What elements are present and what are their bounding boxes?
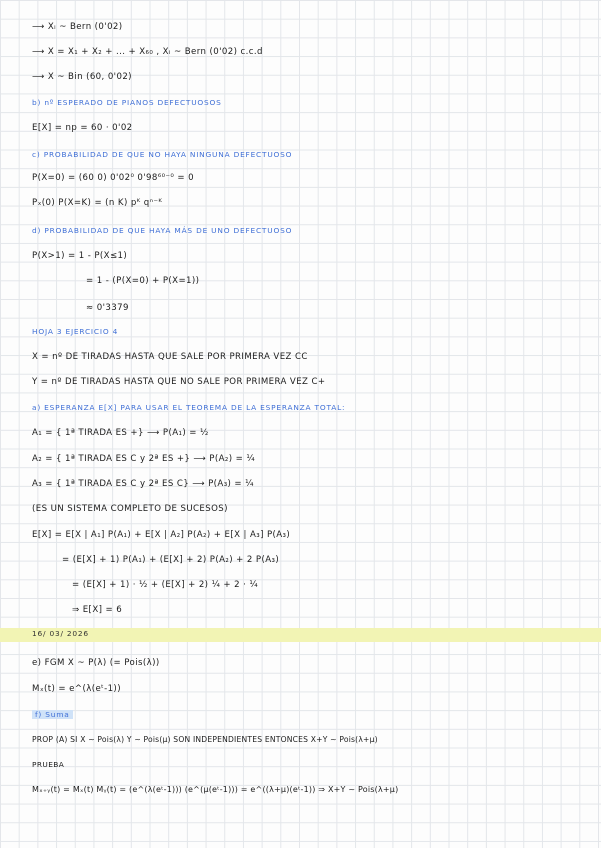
note-line: ⟶ X = X₁ + X₂ + ... + X₆₀ , Xᵢ ~ Bern (0'02) c.c.d bbox=[32, 47, 263, 57]
date-label: 16/ 03/ 2026 bbox=[32, 629, 89, 638]
note-line: PROP (A) SI X ~ Pois(λ) Y ~ Pois(μ) SON INDEPENDIENTES ENTONCES X+Y ~ Pois(λ+μ) bbox=[32, 735, 378, 744]
section-heading: b) nº ESPERADO DE PIANOS DEFECTUOSOS bbox=[32, 98, 222, 107]
note-line: (ES UN SISTEMA COMPLETO DE SUCESOS) bbox=[32, 504, 228, 514]
section-heading: d) PROBABILIDAD DE QUE HAYA MÁS DE UNO DEFECTUOSO bbox=[32, 226, 293, 235]
note-line: E[X] = E[X | A₁] P(A₁) + E[X | A₂] P(A₂) + E[X | A₃] P(A₃) bbox=[32, 530, 291, 540]
section-heading: c) PROBABILIDAD DE QUE NO HAYA NINGUNA DEFECTUOSO bbox=[32, 150, 293, 159]
section-heading: HOJA 3 EJERCICIO 4 bbox=[32, 327, 119, 336]
note-line: ⟶ X ~ Bin (60, 0'02) bbox=[32, 72, 132, 82]
note-line: e) FGM X ~ P(λ) (= Pois(λ)) bbox=[32, 658, 160, 668]
note-line: E[X] = np = 60 · 0'02 bbox=[32, 123, 133, 133]
note-line: P(X=0) = (60 0) 0'02⁰ 0'98⁶⁰⁻⁰ = 0 bbox=[32, 173, 194, 183]
note-line: A₁ = { 1ª TIRADA ES +} ⟶ P(A₁) = ½ bbox=[32, 428, 209, 438]
note-line: = (E[X] + 1) P(A₁) + (E[X] + 2) P(A₂) + 2 P(A₃) bbox=[62, 555, 280, 565]
note-line: P(X>1) = 1 - P(X≤1) bbox=[32, 251, 128, 261]
section-heading bbox=[32, 709, 73, 721]
note-line: PRUEBA bbox=[32, 760, 65, 769]
section-heading: a) ESPERANZA E[X] PARA USAR EL TEOREMA DE LA ESPERANZA TOTAL: bbox=[32, 403, 346, 412]
note-line: A₂ = { 1ª TIRADA ES C y 2ª ES +} ⟶ P(A₂) = ¼ bbox=[32, 454, 256, 464]
note-line: A₃ = { 1ª TIRADA ES C y 2ª ES C} ⟶ P(A₃) = ¼ bbox=[32, 479, 254, 489]
note-line: = 1 - (P(X=0) + P(X=1)) bbox=[86, 276, 200, 286]
highlighted-heading: f) Suma bbox=[32, 710, 73, 719]
note-line: Y = nº DE TIRADAS HASTA QUE NO SALE POR PRIMERA VEZ C+ bbox=[32, 377, 326, 387]
note-line: ≈ 0'3379 bbox=[86, 303, 129, 313]
note-line: ⇒ E[X] = 6 bbox=[72, 605, 123, 615]
note-line: Mₓ₊ᵧ(t) = Mₓ(t) Mᵧ(t) = (e^(λ(eᵗ-1))) (e^(μ(eᵗ-1))) = e^((λ+μ)(eᵗ-1)) ⇒ X+Y ~ Pois(λ+μ) bbox=[32, 785, 399, 794]
note-line: X = nº DE TIRADAS HASTA QUE SALE POR PRIMERA VEZ CC bbox=[32, 352, 308, 362]
date-band bbox=[0, 628, 601, 642]
note-line: Pₓ(0) P(X=K) = (n K) pᴷ qⁿ⁻ᴷ bbox=[32, 198, 163, 208]
note-line: = (E[X] + 1) · ½ + (E[X] + 2) ¼ + 2 · ¼ bbox=[72, 580, 259, 590]
note-line: ⟶ Xᵢ ~ Bern (0'02) bbox=[32, 22, 123, 32]
note-line: Mₓ(t) = e^(λ(eᵗ-1)) bbox=[32, 684, 121, 694]
